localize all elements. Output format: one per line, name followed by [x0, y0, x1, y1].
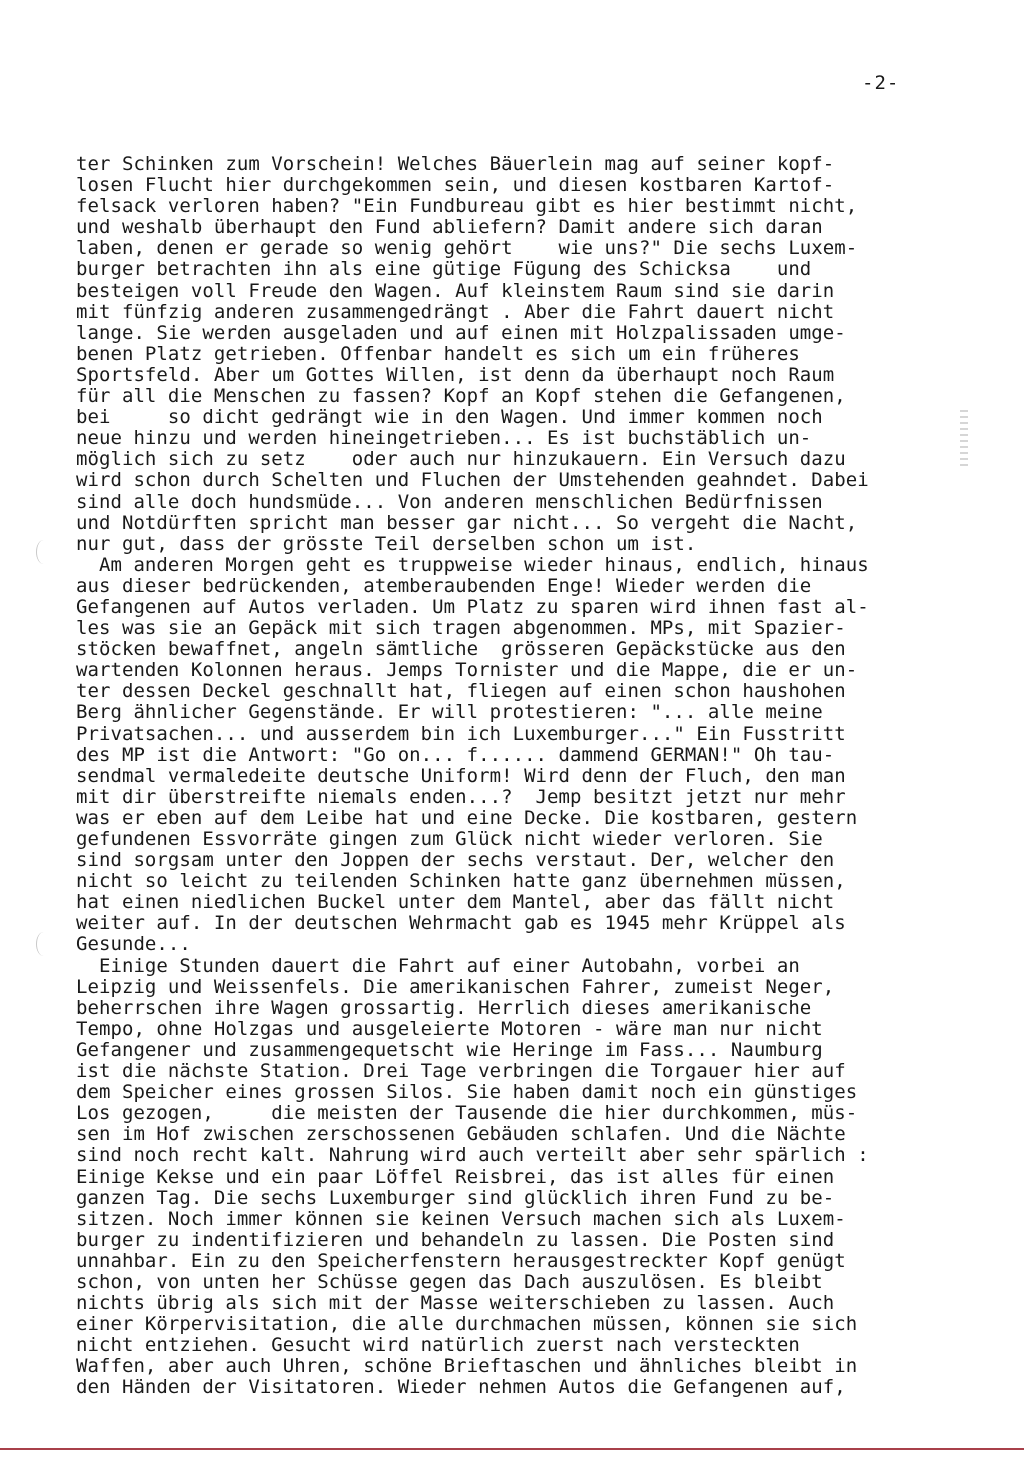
text-line: Sportsfeld. Aber um Gottes Willen, ist denn da überhaupt noch Raum [76, 363, 835, 386]
text-line: nur gut, dass der grösste Teil derselben schon um ist. [76, 532, 697, 555]
text-line: weiter auf. In der deutschen Wehrmacht gab es 1945 mehr Krüppel als [76, 912, 846, 935]
text-line: felsack verloren haben? "Ein Fundbureau gibt es hier bestimmt nicht, [76, 195, 858, 218]
text-line: hat einen niedlichen Buckel unter dem Mantel, aber das fällt nicht [76, 891, 835, 914]
text-line: burger betrachten ihn als eine gütige Fügung des Schicksa und [76, 258, 812, 281]
text-line: und Notdürften spricht man besser gar nicht... So vergeht die Nacht, [76, 511, 858, 534]
text-line: Berg ähnlicher Gegenstände. Er will protestieren: "... alle meine [76, 701, 823, 724]
bottom-rule [0, 1448, 1024, 1450]
text-line: möglich sich zu setz oder auch nur hinzukauern. Ein Versuch dazu [76, 448, 846, 471]
text-line: Gefangener und zusammengequetscht wie Heringe im Fass... Naumburg [76, 1038, 823, 1061]
text-line: sind noch recht kalt. Nahrung wird auch verteilt aber sehr spärlich : [76, 1144, 869, 1167]
text-line: ist die nächste Station. Drei Tage verbringen die Torgauer hier auf [76, 1060, 846, 1083]
text-line: dem Speicher eines grossen Silos. Sie haben damit noch ein günstiges [76, 1081, 858, 1104]
text-line: unnahbar. Ein zu den Speicherfenstern herausgestreckter Kopf genügt [76, 1249, 846, 1272]
text-line: sitzen. Noch immer können sie keinen Versuch machen sich als Luxem- [76, 1207, 846, 1230]
text-line: gefundenen Essvorräte gingen zum Glück nicht wieder verloren. Sie [76, 828, 823, 850]
text-line: Einige Stunden dauert die Fahrt auf einer Autobahn, vorbei an [76, 954, 800, 977]
text-line: bei so dicht gedrängt wie in den Wagen. Und immer kommen noch [76, 406, 823, 429]
margin-smudge [960, 410, 968, 470]
text-line: losen Flucht hier durchgekommen sein, und diesen kostbaren Kartof- [76, 174, 835, 197]
text-line: besteigen voll Freude den Wagen. Auf kleinstem Raum sind sie darin [76, 279, 835, 302]
text-line: nicht entziehen. Gesucht wird natürlich zuerst nach versteckten [76, 1334, 800, 1357]
text-line: neue hinzu und werden hineingetrieben... Es ist buchstäblich un- [76, 427, 812, 450]
punch-hole-mark [36, 932, 51, 956]
text-line: aus dieser bedrückenden, atemberaubenden Enge! Wieder werden die [76, 574, 812, 597]
text-line: sendmal vermaledeite deutsche Uniform! Wird denn der Fluch, den man [76, 764, 846, 787]
text-line: sen im Hof zwischen zerschossenen Gebäuden schlafen. Und die Nächte [76, 1123, 846, 1146]
text-line: nichts übrig als sich mit der Masse weiterschieben zu lassen. Auch [76, 1292, 835, 1315]
body-text [76, 154, 976, 1399]
text-line: lange. Sie werden ausgeladen und auf einen mit Holzpalissaden umge- [76, 321, 846, 344]
text-line: für all die Menschen zu fassen? Kopf an Kopf stehen die Gefangenen, [76, 385, 846, 408]
text-line: sind alle doch hundsmüde... Von anderen menschlichen Bedürfnissen [76, 490, 823, 513]
text-line: einer Körpervisitation, die alle durchmachen müssen, können sie sich [76, 1313, 858, 1336]
text-line: Einige Kekse und ein paar Löffel Reisbrei, das ist alles für einen [76, 1165, 835, 1188]
text-line: Tempo, ohne Holzgas und ausgeleierte Motoren - wäre man nur nicht [76, 1017, 823, 1040]
text-line: Los gezogen, die meisten der Tausende die hier durchkommen, müs- [76, 1102, 858, 1125]
text-line: ter dessen Deckel geschnallt hat, fliegen auf einen schon haushohen [76, 680, 846, 703]
text-line: schon, von unten her Schüsse gegen das Dach auszulösen. Es bleibt [76, 1270, 823, 1293]
text-line: laben, denen er gerade so wenig gehört wie uns?" Die sechs Luxem- [76, 237, 858, 260]
text-line: den Händen der Visitatoren. Wieder nehmen Autos die Gefangenen auf, [76, 1376, 846, 1399]
text-line: Leipzig und Weissenfels. Die amerikanischen Fahrer, zumeist Neger, [76, 975, 835, 998]
text-line: wartenden Kolonnen heraus. Jemps Tornister und die Mappe, die er un- [76, 659, 858, 682]
text-line: und weshalb überhaupt den Fund abliefern? Damit andere sich daran [76, 216, 823, 239]
text-line: Am anderen Morgen geht es truppweise wieder hinaus, endlich, hinaus [76, 553, 869, 576]
text-line: Waffen, aber auch Uhren, schöne Brieftaschen und ähnliches bleibt in [76, 1355, 858, 1378]
text-line: les was sie an Gepäck mit sich tragen abgenommen. MPs, mit Spazier- [76, 617, 846, 640]
text-line: beherrschen ihre Wagen grossartig. Herrlich dieses amerikanische [76, 996, 812, 1019]
text-line: Gesunde... [76, 933, 191, 956]
text-line: benen Platz getrieben. Offenbar handelt es sich um ein früheres [76, 342, 800, 365]
page-number: -2- [862, 72, 900, 94]
text-line: sind sorgsam unter den Joppen der sechs verstaut. Der, welcher den [76, 849, 835, 872]
text-line: ganzen Tag. Die sechs Luxemburger sind glücklich ihren Fund zu be- [76, 1186, 835, 1209]
text-line: stöcken bewaffnet, angeln sämtliche grösseren Gepäckstücke aus den [76, 638, 846, 661]
text-line: ter Schinken zum Vorschein! Welches Bäuerlein mag auf seiner kopf- [76, 153, 835, 175]
text-line: wird schon durch Schelten und Fluchen der Umstehenden geahndet. Dabei [76, 469, 869, 492]
text-line: Gefangenen auf Autos verladen. Um Platz zu sparen wird ihnen fast al- [76, 595, 869, 618]
text-line: mit dir überstreifte niemals enden...? Jemp besitzt jetzt nur mehr [76, 785, 846, 808]
text-line: burger zu indentifizieren und behandeln zu lassen. Die Posten sind [76, 1228, 835, 1251]
punch-hole-mark [36, 540, 51, 564]
text-line: mit fünfzig anderen zusammengedrängt . Aber die Fahrt dauert nicht [76, 300, 835, 323]
text-line: Privatsachen... und ausserdem bin ich Luxemburger..." Ein Fusstritt [76, 722, 846, 745]
text-line: des MP ist die Antwort: "Go on... f...... dammend GERMAN!" Oh tau- [76, 743, 835, 766]
text-line: was er eben auf dem Leibe hat und eine Decke. Die kostbaren, gestern [76, 806, 858, 829]
text-line: nicht so leicht zu teilenden Schinken hatte ganz übernehmen müssen, [76, 870, 846, 893]
